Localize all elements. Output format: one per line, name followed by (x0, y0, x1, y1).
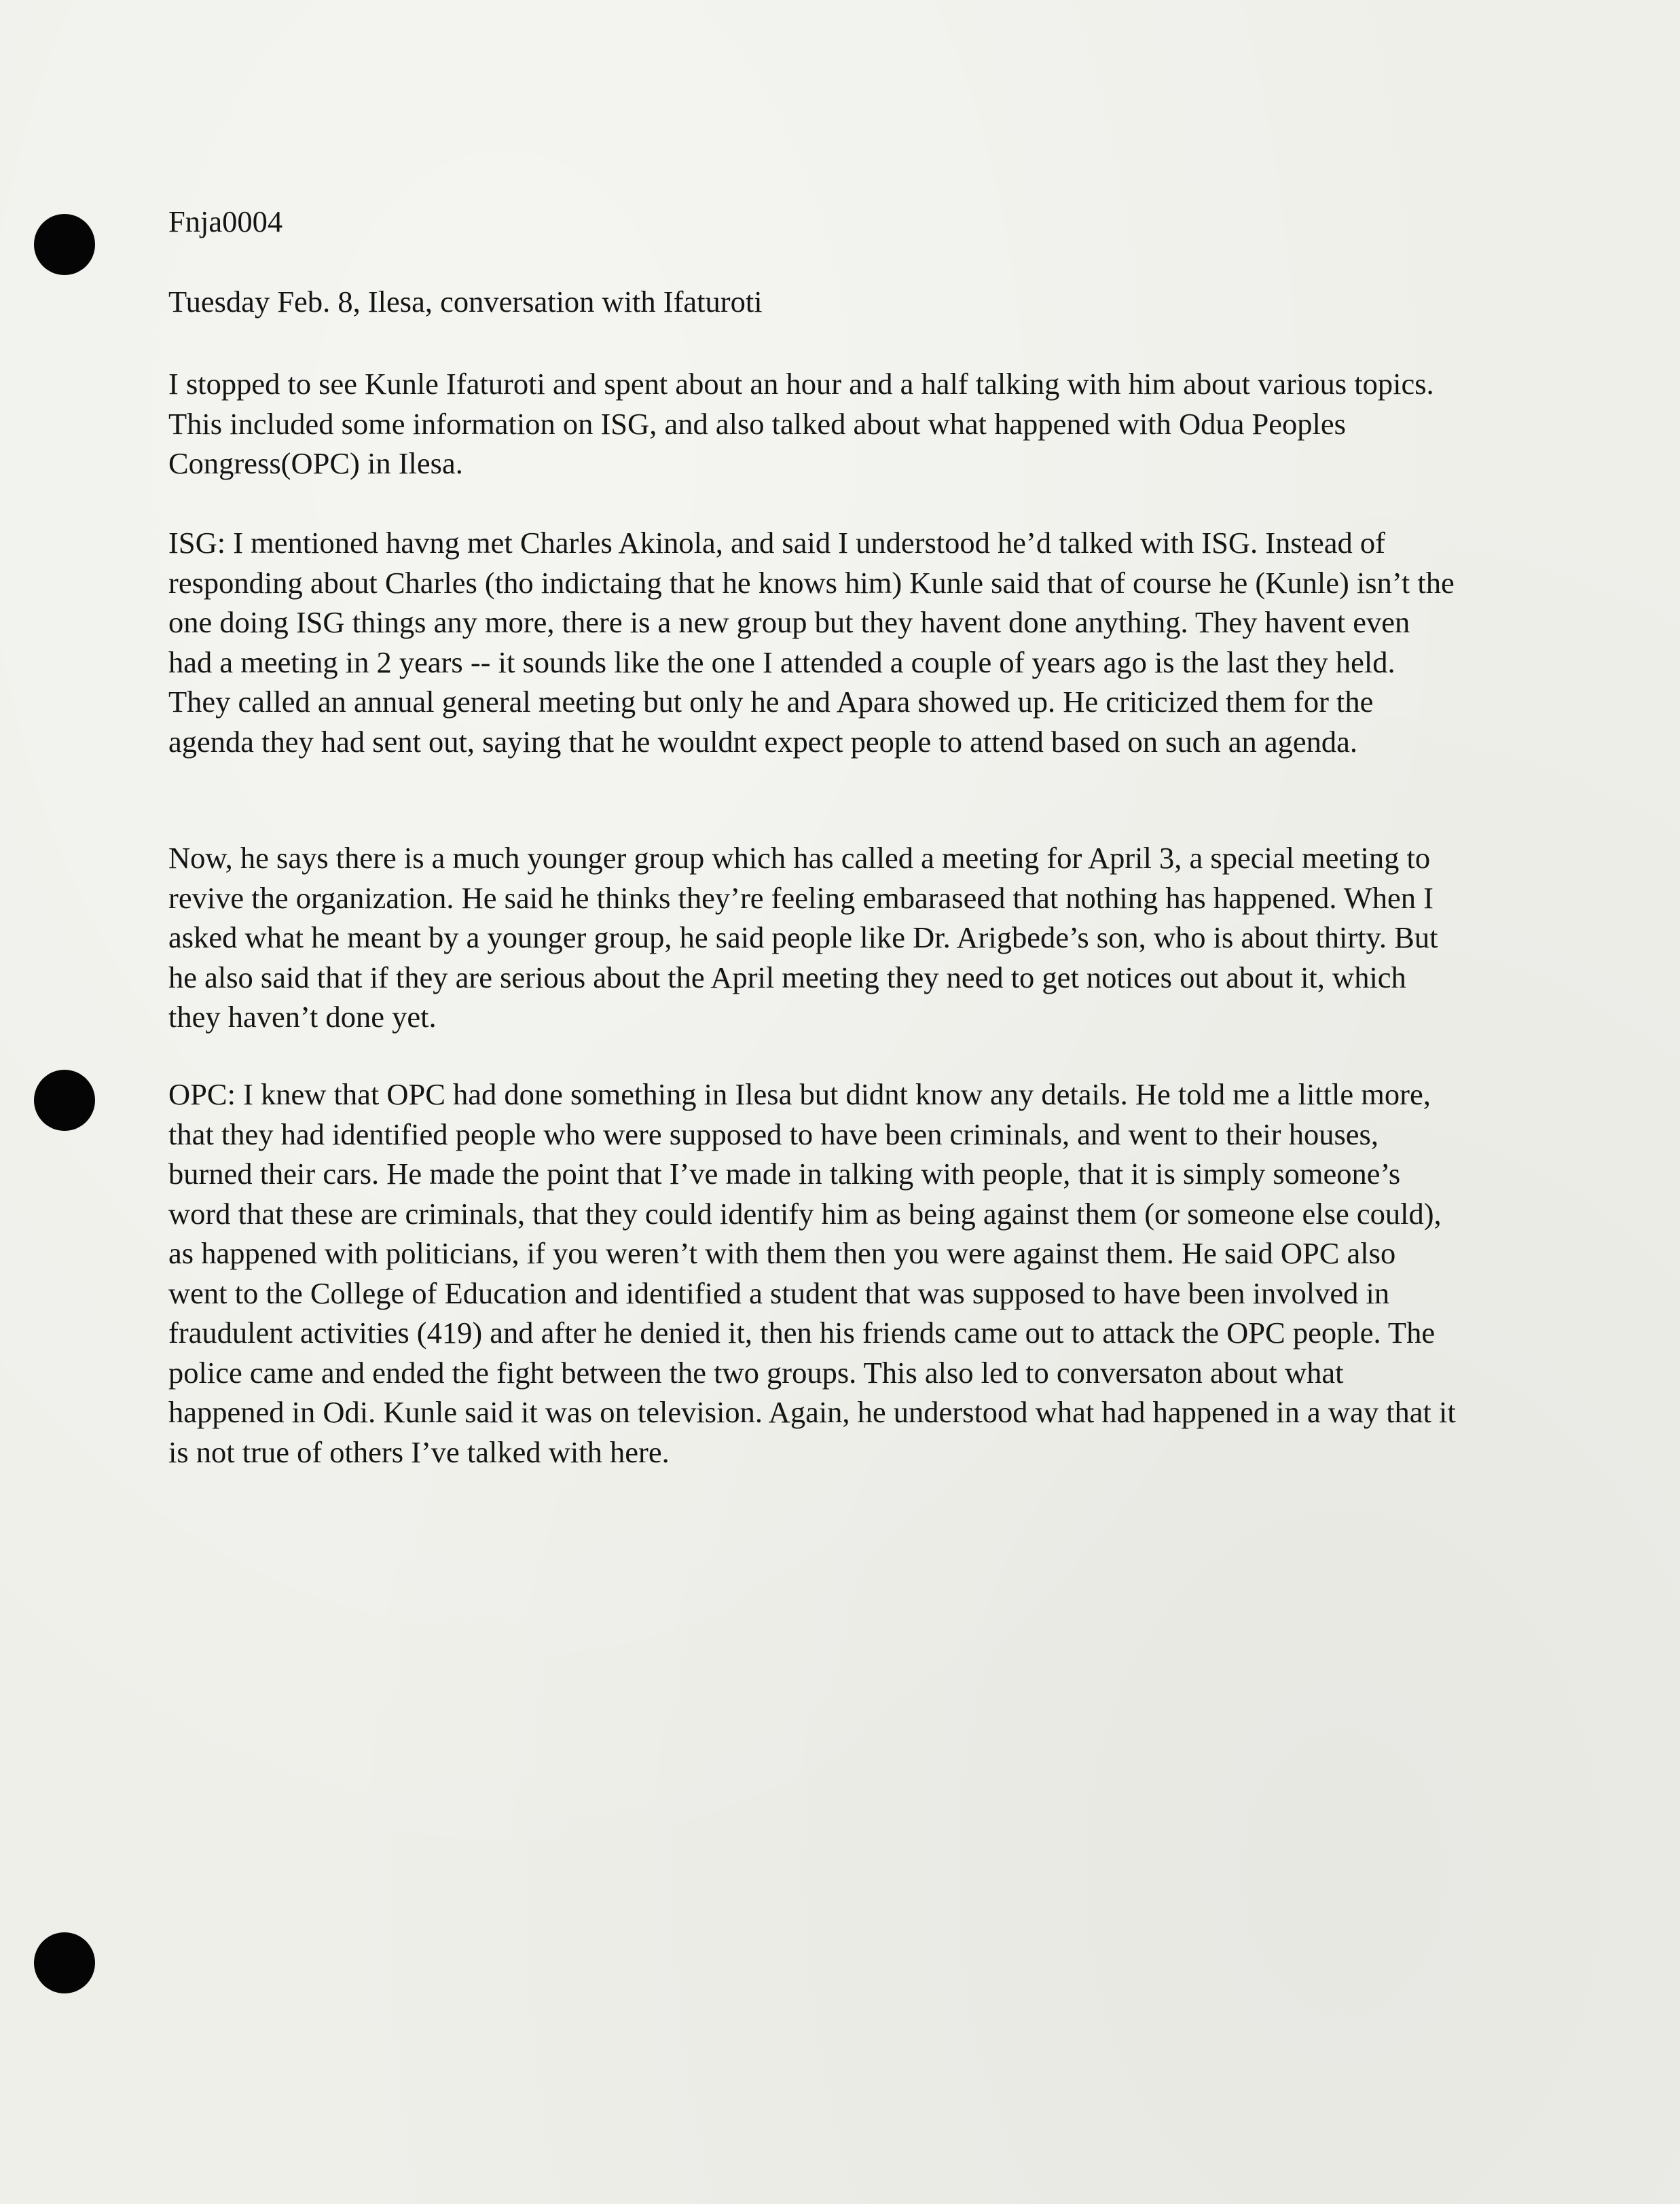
paragraph-isg: ISG: I mentioned havng met Charles Akinola, and said I understood he’d talked with ISG. Instead of responding about Charles (tho indictaing that he knows him) Kunle said that of course he (Kunle) isn’t the one doing ISG things any more, there is a new group but they havent done anything. They havent even had a meeting in 2 years -- it sounds like the one I attended a couple of years ago is the last they held. They called an annual general meeting but only he and Apara showed up. He criticized them for the agenda they had sent out, saying that he wouldnt expect people to attend based on such an agenda. (168, 526, 1455, 759)
paragraph-younger-group: Now, he says there is a much younger group which has called a meeting for April 3, a special meeting to revive the organization. He said he thinks they’re feeling embaraseed that nothing has happened. When I asked what he meant by a younger group, he said people like Dr. Arigbede’s son, who is about thirty. But he also said that if they are serious about the April meeting they need to get notices out about it, which they haven’t done yet. (168, 841, 1438, 1034)
document-id: Fnja0004 (168, 204, 283, 238)
paragraph-opc: OPC: I knew that OPC had done something in Ilesa but didnt know any details. He told me a little more, that they had identified people who were supposed to have been criminals, and went to their houses, burned their cars. He made the point that I’ve made in talking with people, that it is simply someone’s word that these are criminals, that they could identify him as being against them (or someone else could), as happened with politicians, if you weren’t with them then you were against them. He said OPC also went to the College of Education and identified a student that was supposed to have been involved in fraudulent activities (419) and after he denied it, then his friends came out to attack the OPC people. The police came and ended the fight between the two groups. This also led to conversaton about what happened in Odi. Kunle said it was on television. Again, he understood what had happened in a way that it is not true of others I’ve talked with here. (168, 1077, 1456, 1469)
punch-hole-top (34, 214, 95, 275)
punch-hole-bottom (34, 1932, 95, 1993)
punch-hole-middle (34, 1070, 95, 1131)
document-heading: Tuesday Feb. 8, Ilesa, conversation with Ifaturoti (168, 285, 763, 319)
paragraph-intro: I stopped to see Kunle Ifaturoti and spent about an hour and a half talking with him about various topics. This included some information on ISG, and also talked about what happened with Odua Peoples Congress(OPC) in Ilesa. (168, 367, 1434, 480)
